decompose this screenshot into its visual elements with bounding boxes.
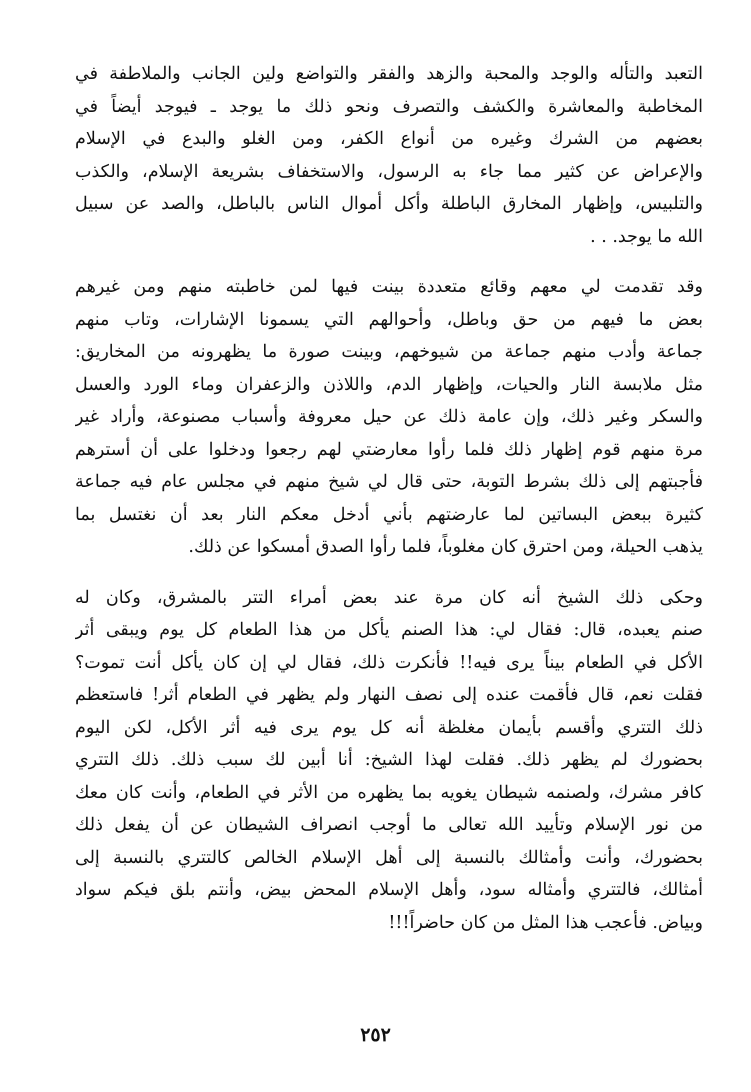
text-line: يذهب الحيلة، ومن احترق كان مغلوباً، فلما رأوا الصدق أمسكوا عن ذلك. — [188, 537, 703, 557]
text-line: وقد تقدمت لي معهم وقائع متعددة بينت فيها لمن خاطبته منهم ومن غيرهم — [75, 277, 703, 297]
page-body — [75, 58, 703, 939]
paragraph-1 — [75, 58, 703, 253]
text-line: الأكل في الطعام بيناً يرى فيه!! فأنكرت ذلك، فقال لي إن كان يأكل أنت تموت؟ — [75, 652, 703, 673]
text-line: من نور الإسلام وتأييد الله تعالى ما أوجب انصراف الشيطان عن أن يفعل ذلك — [75, 815, 703, 835]
text-line: وبياض. فأعجب هذا المثل من كان حاضراً!!! — [388, 912, 703, 933]
text-line: المخاطبة والمعاشرة والكشف والتصرف ونحو ذلك ما يوجد ـ فيوجد أيضاً في — [75, 96, 703, 117]
text-line: والسكر وغير ذلك، وإن عامة ذلك عن حيل معروفة وأسباب مصنوعة، وأراد غير — [75, 407, 703, 427]
text-line: وحكى ذلك الشيخ أنه كان مرة عند بعض أمراء التتر بالمشرق، وكان له — [75, 587, 703, 608]
paragraph-2 — [75, 271, 703, 564]
paragraph-gap — [75, 253, 703, 271]
text-line: والإعراض عن كثير مما جاء به الرسول، والاستخفاف بشريعة الإسلام، والكذب — [75, 161, 703, 182]
text-line: فأجبتهم إلى ذلك بشرط التوبة، حتى قال لي شيخ منهم في مجلس عام فيه جماعة — [75, 472, 703, 492]
text-line: كافر مشرك، ولصنمه شيطان يغويه بما يظهره من الأثر في الطعام، وأنت كان معك — [75, 782, 703, 803]
paragraph-gap — [75, 564, 703, 582]
text-line: ذلك التتري وأقسم بأيمان مغلظة أنه كل يوم يرى فيه أثر الأكل، لكن اليوم — [75, 717, 703, 738]
text-line: صنم يعبده، قال: فقال لي: هذا الصنم يأكل من هذا الطعام كل يوم ويبقى أثر — [75, 620, 703, 640]
text-line: جماعة وأدب منهم جماعة من شيوخهم، وبينت صورة ما يظهرونه من المخاريق: — [75, 342, 703, 362]
paragraph-3 — [75, 582, 703, 940]
text-line: بعضهم من الشرك وغيره من أنواع الكفر، ومن الغلو والبدع في الإسلام — [75, 129, 703, 149]
text-line: فقلت نعم، قال فأقمت عنده إلى نصف النهار ولم يظهر في الطعام أثر! فاستعظم — [75, 685, 703, 705]
text-line: التعبد والتأله والوجد والمحبة والزهد والفقر والتواضع ولين الجانب والملاطفة في — [75, 64, 703, 84]
text-line: كثيرة ببعض البساتين لما عارضتهم بأني أدخل معكم النار بعد أن نغتسل بما — [75, 504, 703, 525]
page-number: ٢٥٢ — [360, 1024, 391, 1046]
text-line: الله ما يوجد. . . — [590, 226, 703, 247]
text-line: مثل ملابسة النار والحيات، وإظهار الدم، واللاذن والزعفران وماء الورد والعسل — [75, 374, 703, 395]
text-line: مرة منهم قوم إظهار ذلك فلما رأوا معارضتي لهم رجعوا ودخلوا على أن أسترهم — [75, 439, 703, 460]
text-line: بعض ما فيهم من حق وباطل، وأحوالهم التي يسمونا الإشارات، وتاب منهم — [75, 309, 703, 330]
text-line: بحضورك لم يظهر ذلك. فقلت لهذا الشيخ: أنا أبين لك سبب ذلك. ذلك التتري — [75, 750, 703, 770]
text-line: بحضورك، وأنت وأمثالك بالنسبة إلى أهل الإسلام الخالص كالتتري بالنسبة إلى — [75, 847, 703, 868]
text-line: والتلبيس، وإظهار المخارق الباطلة وأكل أموال الناس بالباطل، والصد عن سبيل — [75, 194, 703, 214]
text-line: أمثالك، فالتتري وأمثاله سود، وأهل الإسلام المحض بيض، وأنتم بلق فيكم سواد — [75, 880, 703, 900]
